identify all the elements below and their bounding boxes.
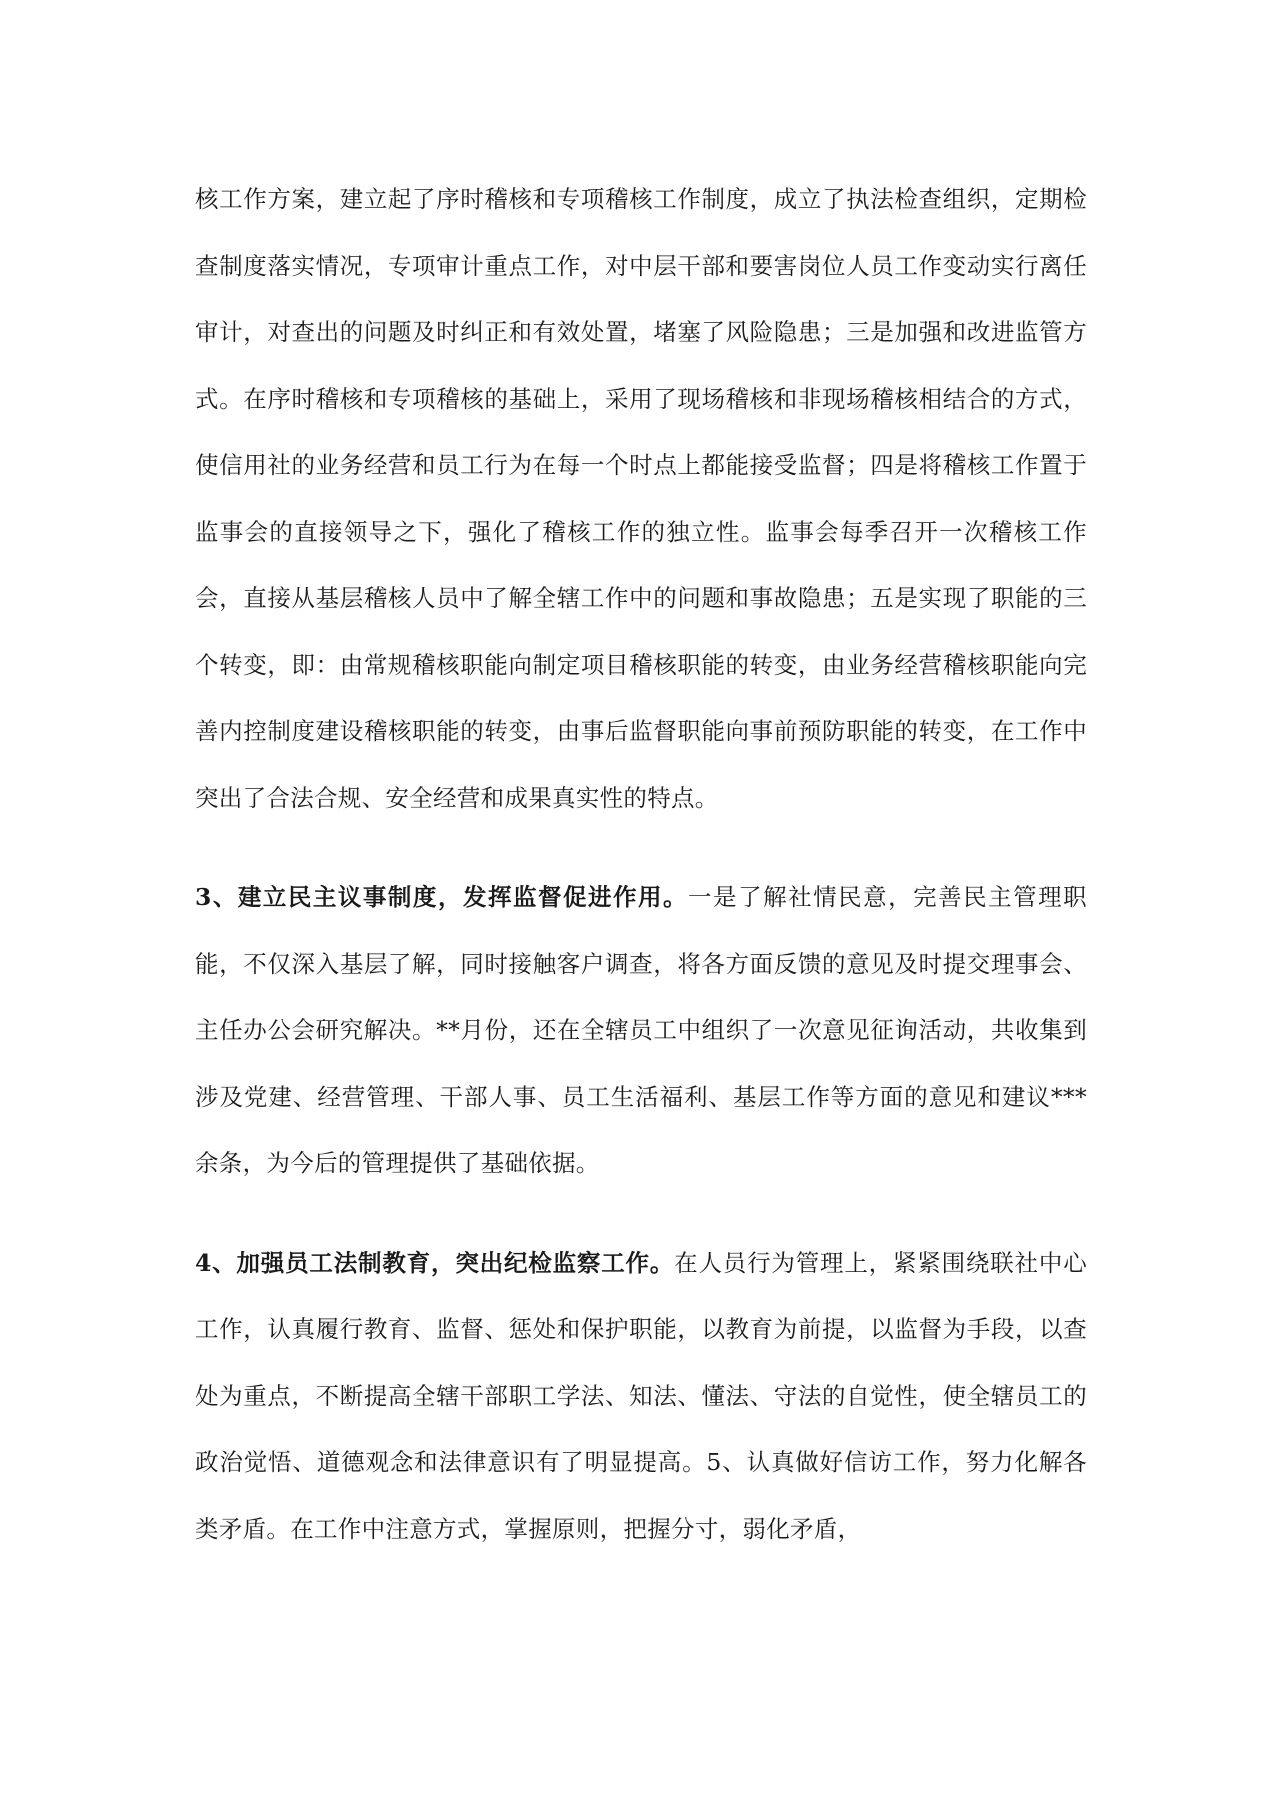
paragraph-democratic-system: [195, 864, 1087, 1197]
paragraph-text: 核工作方案，建立起了序时稽核和专项稽核工作制度，成立了执法检查组织，定期检查制度落实情况，专项审计重点工作，对中层干部和要害岗位人员工作变动实行离任审计，对查出的问题及时纠正和有效处置，堵塞了风险隐患；三是加强和改进监管方式。在序时稽核和专项稽核的基础上，采用了现场稽核和非现场稽核相结合的方式，使信用社的业务经营和员工行为在每一个时点上都能接受监督；四是将稽核工作置于监事会的直接领导之下，强化了稽核工作的独立性。监事会每季召开一次稽核工作会，直接从基层稽核人员中了解全辖工作中的问题和事故隐患；五是实现了职能的三个转变，即：由常规稽核职能向制定项目稽核职能的转变，由业务经营稽核职能向完善内控制度建设稽核职能的转变，由事后监督职能向事前预防职能的转变，在工作中突出了合法合规、安全经营和成果真实性的特点。: [195, 185, 1087, 812]
document-body: [195, 166, 1087, 1562]
paragraph-text: 一是了解社情民意，完善民主管理职能，不仅深入基层了解，同时接触客户调查，将各方面反馈的意见及时提交理事会、主任办公会研究解决。**月份，还在全辖员工中组织了一次意见征询活动，共收集到涉及党建、经营管理、干部人事、员工生活福利、基层工作等方面的意见和建议***余条，为今后的管理提供了基础依据。: [195, 883, 1087, 1177]
paragraph-text: 在人员行为管理上，紧紧围绕联社中心工作，认真履行教育、监督、惩处和保护职能，以教育为前提，以监督为手段，以查处为重点，不断提高全辖干部职工学法、知法、懂法、守法的自觉性，使全辖员工的政治觉悟、道德观念和法律意识有了明显提高。5、认真做好信访工作，努力化解各类矛盾。在工作中注意方式，掌握原则，把握分寸，弱化矛盾，: [195, 1248, 1087, 1543]
paragraph-heading: 4、加强员工法制教育，突出纪检监察工作。: [195, 1248, 675, 1277]
paragraph-heading: 3、建立民主议事制度，发挥监督促进作用。: [195, 883, 689, 911]
paragraph-audit-work: [195, 166, 1087, 831]
paragraph-legal-education: [195, 1230, 1087, 1563]
